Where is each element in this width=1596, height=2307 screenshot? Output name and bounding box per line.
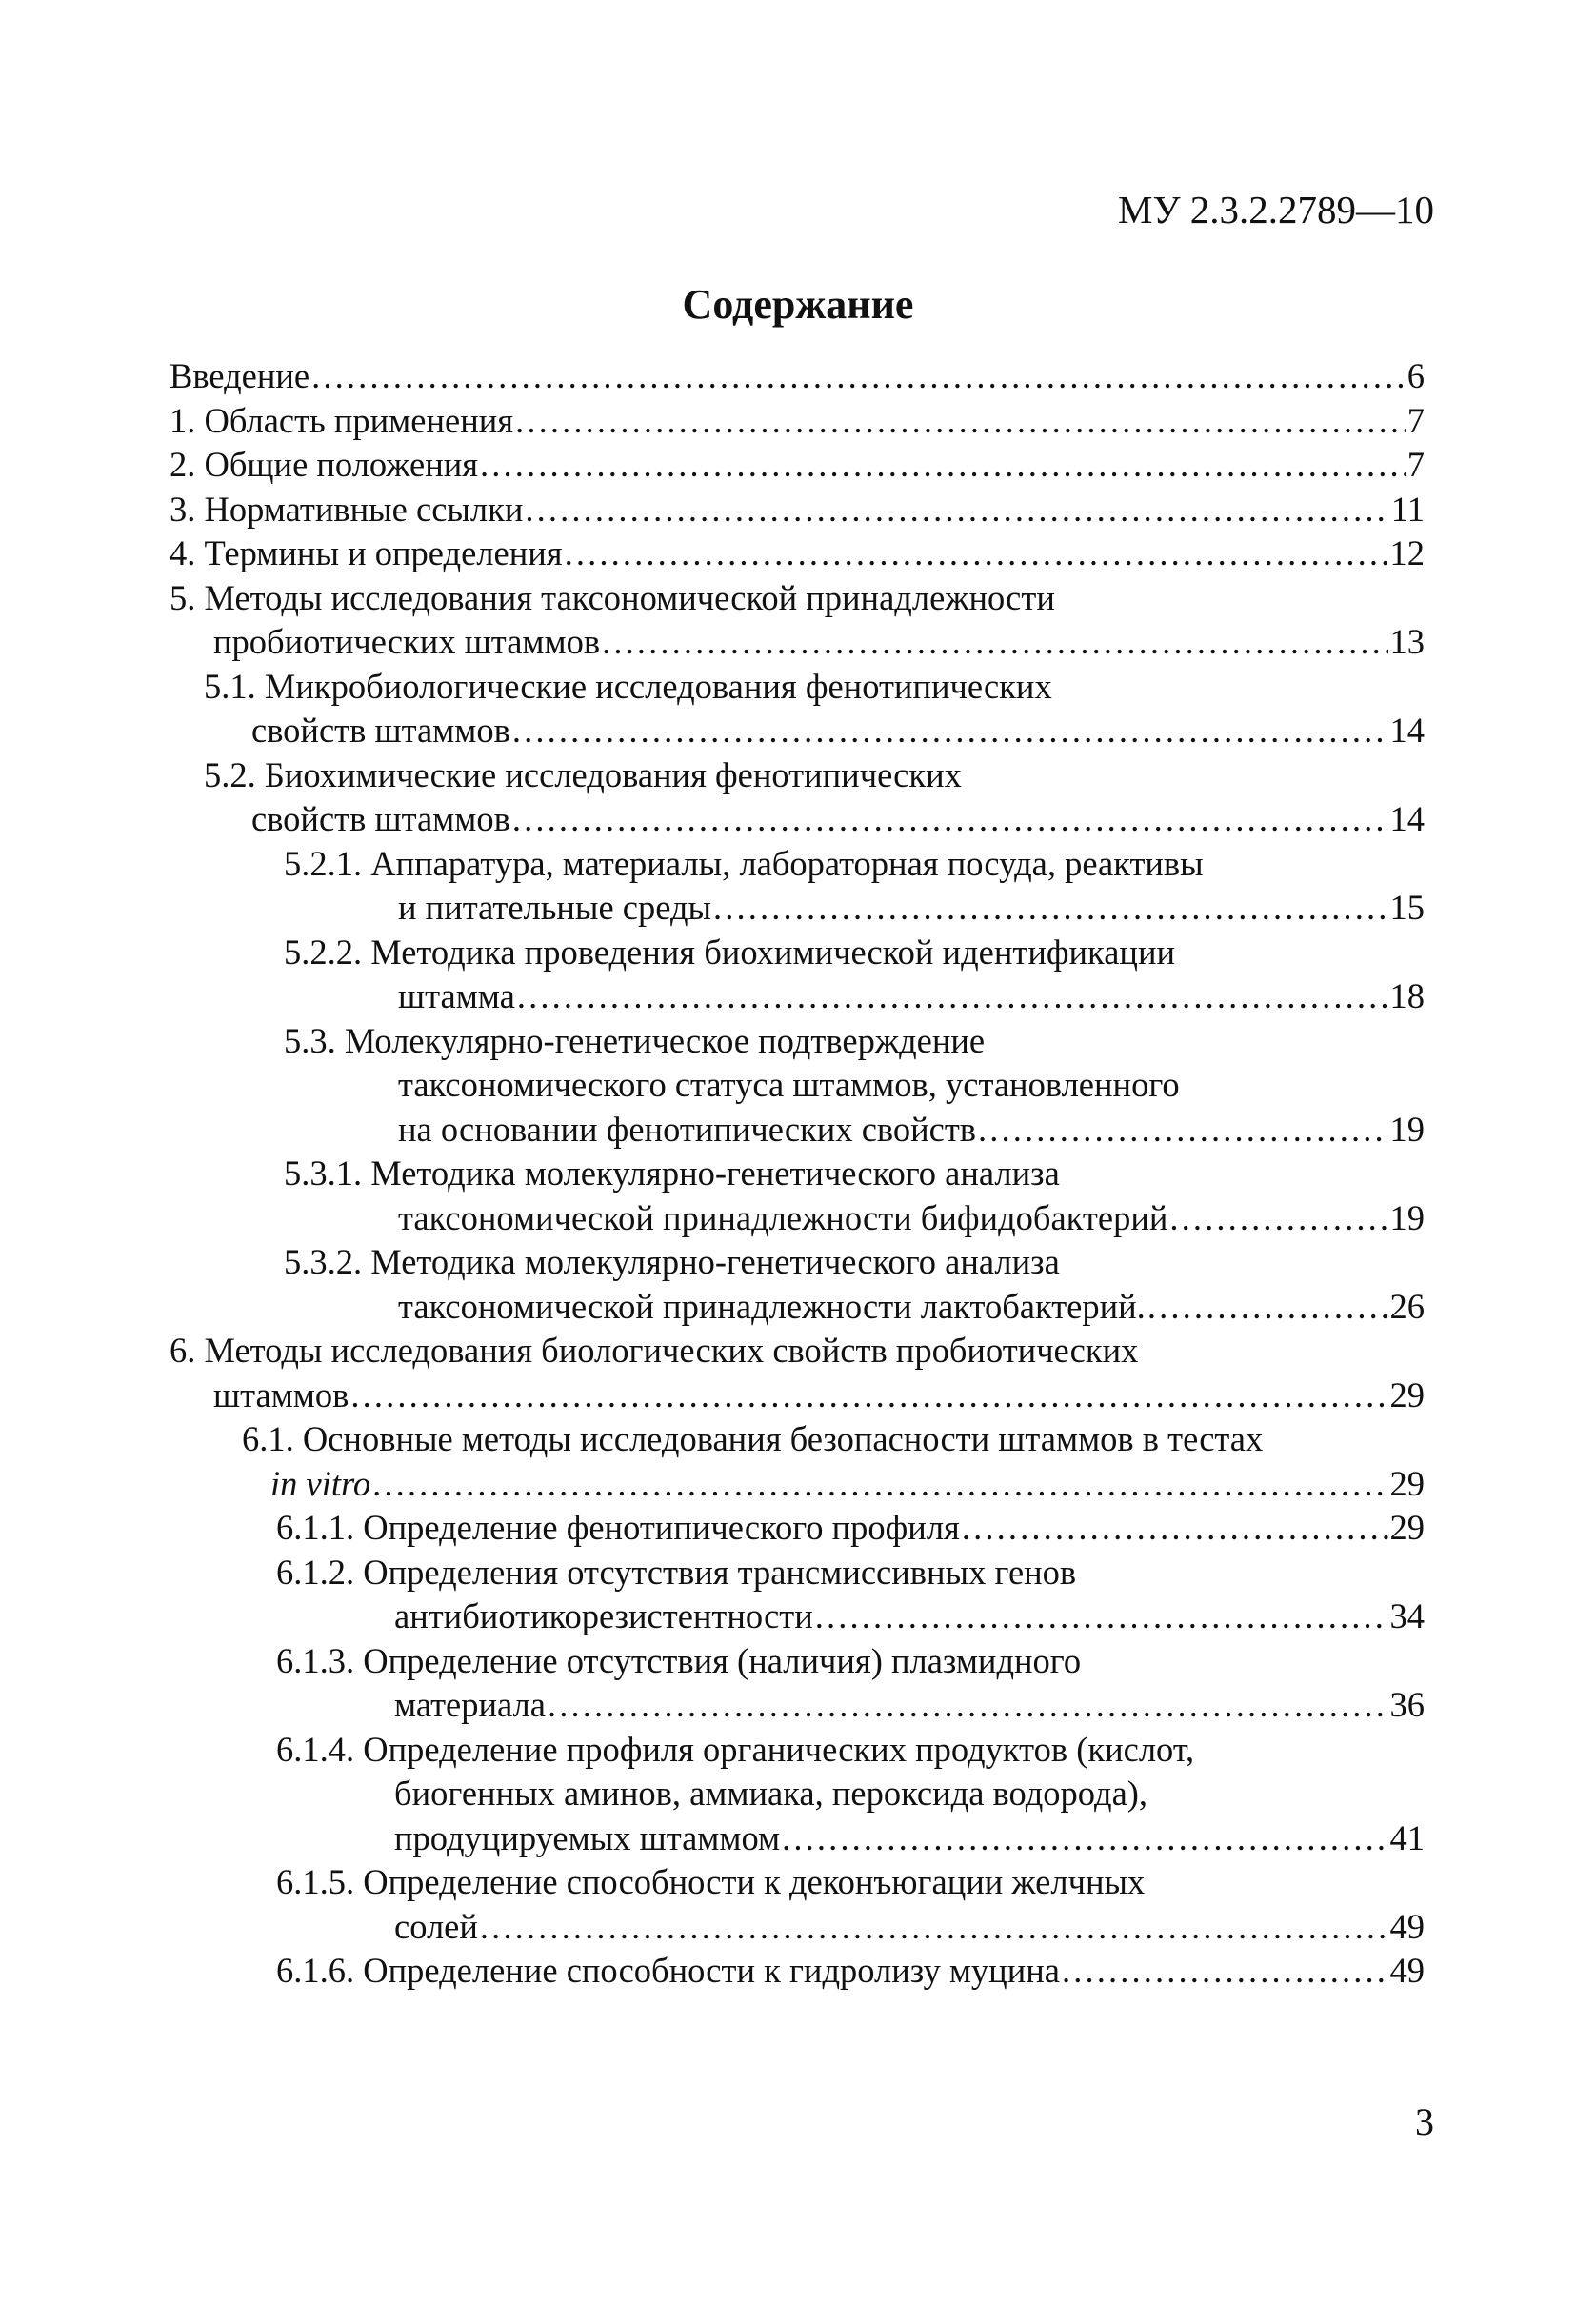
toc-entry-label: 6.1.1. Определение фенотипического профиля [276, 1508, 960, 1547]
dot-leader [350, 1374, 1387, 1418]
toc-entry-heading-line[interactable]: 6.1.5. Определение способности к деконъюгации желчных [276, 1862, 1146, 1901]
toc-entry-label: таксономической принадлежности лактобактерий. [398, 1286, 1146, 1326]
toc-entry-page: 41 [1389, 1817, 1425, 1857]
toc-entry-heading-line[interactable]: 5.3.1. Методика молекулярно-генетического анализа [284, 1154, 1060, 1193]
toc-entry-label: на основании фенотипических свойств [398, 1109, 977, 1149]
toc-entry-page: 26 [1389, 1286, 1425, 1326]
toc-entry-page: 49 [1389, 1951, 1425, 1990]
toc-entry-label: солей [394, 1906, 478, 1946]
toc-entry[interactable] [170, 399, 1425, 444]
toc-entry-page: 13 [1389, 622, 1425, 661]
toc-entry-heading-line[interactable]: 5.2. Биохимические исследования фенотипических [204, 754, 962, 794]
toc-entry[interactable] [170, 709, 1425, 753]
toc-entry-page: 12 [1389, 533, 1425, 572]
toc-entry-label: пробиотических штаммов [213, 622, 601, 661]
toc-entry-heading-line[interactable]: 5.3.2. Методика молекулярно-генетического анализа [284, 1242, 1060, 1281]
toc-entry-heading-line[interactable]: 5.2.1. Аппаратура, материалы, лабораторная посуда, реактивы [284, 843, 1204, 883]
toc-entry-page: 14 [1389, 799, 1425, 838]
dot-leader [1147, 1285, 1388, 1330]
toc-entry[interactable] [170, 886, 1425, 931]
toc-entry[interactable] [170, 443, 1425, 488]
toc-title: Содержание [682, 281, 914, 328]
toc-entry-page: 15 [1389, 888, 1425, 927]
toc-entry-page: 49 [1389, 1906, 1425, 1946]
toc-entry[interactable] [170, 1196, 1425, 1241]
toc-entry-page: 19 [1389, 1109, 1425, 1149]
toc-entry[interactable] [170, 1816, 1425, 1861]
toc-entry-heading-line[interactable]: 6.1. Основные методы исследования безопасности штаммов в тестах [242, 1419, 1264, 1458]
toc-entry-label: 3. Нормативные ссылки [170, 489, 524, 529]
toc-entry-heading-line[interactable]: 5.3. Молекулярно-генетическое подтверждение [284, 1020, 986, 1060]
toc-entry-page: 11 [1390, 489, 1425, 529]
toc-entry-label: Введение [170, 356, 310, 395]
dot-leader [480, 1905, 1388, 1950]
toc-entry-page: 29 [1389, 1508, 1425, 1547]
dot-leader [782, 1816, 1387, 1861]
table-of-contents [170, 354, 1425, 1994]
toc-entry-label: свойств штаммов [251, 711, 510, 750]
toc-entry-page: 34 [1389, 1596, 1425, 1635]
toc-entry[interactable] [170, 532, 1425, 576]
toc-entry-heading-line[interactable]: 6.1.4. Определение профиля органических продуктов (кислот, [276, 1729, 1195, 1769]
toc-entry-label: 2. Общие положения [170, 445, 479, 484]
toc-entry-label: штамма [398, 976, 515, 1015]
dot-leader [978, 1108, 1387, 1153]
toc-entry-page: 18 [1389, 976, 1425, 1015]
dot-leader [372, 1462, 1387, 1507]
toc-entry-page: 29 [1389, 1463, 1425, 1503]
toc-entry-label: 4. Термины и определения [170, 533, 563, 572]
toc-entry-label: антибиотикорезистентности [394, 1596, 813, 1635]
toc-entry[interactable] [170, 974, 1425, 1019]
toc-entry[interactable] [170, 1683, 1425, 1728]
toc-entry-label: штаммов [213, 1374, 349, 1414]
dot-leader [602, 620, 1387, 665]
toc-entry-heading-line[interactable]: 6.1.2. Определения отсутствия трансмиссивных генов [276, 1552, 1077, 1592]
dot-leader [1062, 1949, 1388, 1994]
dot-leader [713, 886, 1387, 931]
toc-entry-label: и питательные среды [398, 888, 712, 927]
toc-entry-heading-line[interactable]: таксономического статуса штаммов, установленного [398, 1065, 1180, 1104]
toc-entry[interactable] [170, 620, 1425, 665]
toc-entry[interactable] [170, 354, 1425, 399]
toc-entry-page: 36 [1389, 1685, 1425, 1724]
toc-entry-page: 29 [1389, 1374, 1425, 1414]
toc-entry-heading-line[interactable]: 6. Методы исследования биологических свойств пробиотических [170, 1331, 1139, 1370]
toc-entry[interactable] [170, 1949, 1425, 1994]
toc-entry-page: 7 [1406, 445, 1425, 484]
toc-entry-label: таксономической принадлежности бифидобактерий [398, 1197, 1168, 1237]
toc-entry-heading-line[interactable]: 5.1. Микробиологические исследования фенотипических [204, 666, 1052, 706]
toc-entry-heading-line[interactable]: 5.2.2. Методика проведения биохимической идентификации [284, 932, 1176, 972]
toc-entry-label: 1. Область применения [170, 400, 514, 440]
dot-leader [548, 1683, 1388, 1728]
dot-leader [512, 797, 1388, 842]
page-number: 3 [1415, 2100, 1434, 2143]
dot-leader [815, 1595, 1388, 1639]
toc-entry-label: продуцируемых штаммом [394, 1817, 781, 1857]
toc-entry-label: 6.1.6. Определение способности к гидролизу муцина [276, 1951, 1060, 1990]
toc-entry-heading-line[interactable]: 6.1.3. Определение отсутствия (наличия) плазмидного [276, 1640, 1082, 1680]
toc-entry-page: 14 [1389, 711, 1425, 750]
toc-entry-label: свойств штаммов [251, 799, 510, 838]
toc-entry-page: 7 [1406, 400, 1425, 440]
toc-entry[interactable] [170, 797, 1425, 842]
dot-leader [962, 1506, 1388, 1551]
dot-leader [311, 354, 1406, 399]
toc-entry[interactable] [170, 1595, 1425, 1639]
dot-leader [517, 974, 1388, 1019]
toc-entry[interactable] [170, 1374, 1425, 1418]
toc-entry-page: 19 [1389, 1197, 1425, 1237]
dot-leader [515, 399, 1406, 444]
toc-entry[interactable] [170, 1285, 1425, 1330]
toc-entry[interactable] [170, 1108, 1425, 1153]
toc-entry[interactable] [170, 1506, 1425, 1551]
toc-entry-label: материала [394, 1685, 546, 1724]
toc-entry-page: 6 [1406, 356, 1425, 395]
dot-leader [525, 488, 1388, 532]
dot-leader [480, 443, 1406, 488]
toc-entry[interactable] [170, 1905, 1425, 1950]
toc-entry-heading-line[interactable]: 5. Методы исследования таксономической принадлежности [170, 577, 1055, 617]
toc-entry-heading-line[interactable]: биогенных аминов, аммиака, пероксида водорода), [394, 1774, 1148, 1813]
toc-entry-label: in vitro [270, 1463, 371, 1503]
dot-leader [512, 709, 1388, 753]
toc-entry[interactable] [170, 488, 1425, 532]
dot-leader [565, 532, 1388, 576]
toc-entry[interactable] [170, 1462, 1425, 1507]
dot-leader [1169, 1196, 1387, 1241]
document-code: МУ 2.3.2.2789—10 [1118, 188, 1434, 231]
